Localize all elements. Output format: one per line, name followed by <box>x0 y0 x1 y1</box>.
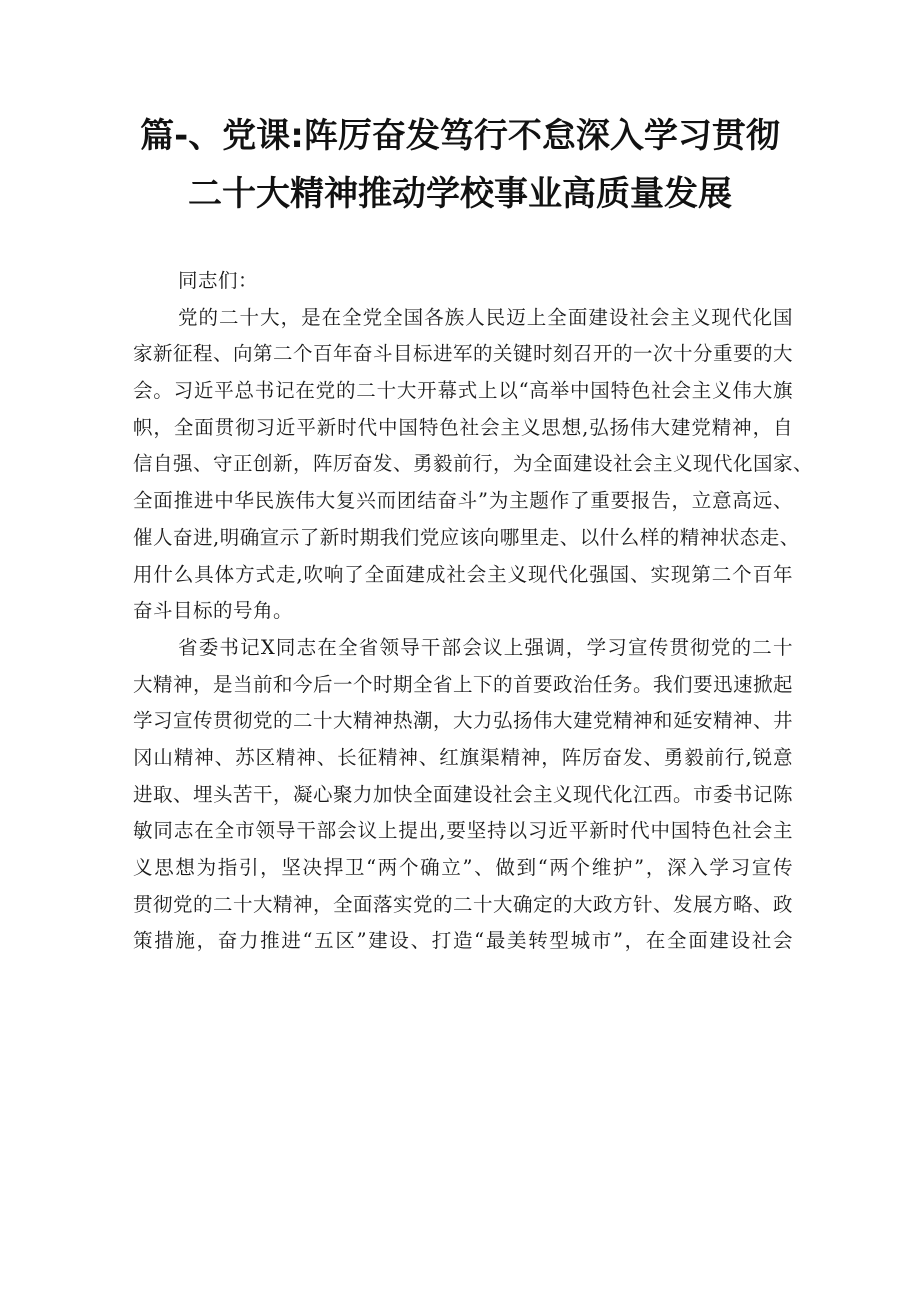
paragraph-2-line: 冈山精神、苏区精神、长征精神、红旗渠精神，阵厉奋发、勇毅前行,锐意 <box>133 745 793 769</box>
paragraph-1-line: 全面推进中华民族伟大复兴而团结奋斗”为主题作了重要报告，立意高远、 <box>133 489 793 513</box>
paragraph-1-line: 奋斗目标的号角。 <box>133 599 294 623</box>
paragraph-2-line: 进取、埋头苦干，凝心聚力加快全面建设社会主义现代化江西。市委书记陈 <box>133 782 794 806</box>
paragraph-2-line: 策措施，奋力推进“五区”建设、打造“最美转型城市”，在全面建设社会 <box>133 929 793 953</box>
paragraph-2-line: 大精神，是当前和今后一个时期全省上下的首要政治任务。我们要迅速掀起 <box>133 672 794 696</box>
greeting: 同志们： <box>178 269 259 292</box>
paragraph-1-line: 会。习近平总书记在党的二十大开幕式上以“高举中国特色社会主义伟大旗 <box>133 379 793 403</box>
document-title-line-1: 篇-、党课:阵厉奋发笃行不怠深入学习贯彻 <box>140 116 780 156</box>
paragraph-1-line: 用什么具体方式走,吹响了全面建成社会主义现代化强国、实现第二个百年 <box>133 562 793 586</box>
paragraph-1-line: 帜，全面贯彻习近平新时代中国特色社会主义思想,弘扬伟大建党精神，自 <box>133 415 793 439</box>
paragraph-2-line: 省委书记X同志在全省领导干部会议上强调，学习宣传贯彻党的二十 <box>178 635 793 659</box>
paragraph-1-line: 信自强、守正创新，阵厉奋发、勇毅前行，为全面建设社会主义现代化国家、 <box>133 452 814 476</box>
paragraph-2-line: 学习宣传贯彻党的二十大精神热潮，大力弘扬伟大建党精神和延安精神、井 <box>133 709 794 733</box>
paragraph-2-line: 敏同志在全市领导干部会议上提出,要坚持以习近平新时代中国特色社会主 <box>133 819 793 843</box>
paragraph-2-line: 贯彻党的二十大精神，全面落实党的二十大确定的大政方针、发展方略、政 <box>133 892 794 916</box>
paragraph-2-line: 义思想为指引，坚决捍卫“两个确立”、做到“两个维护”，深入学习宣传 <box>133 856 793 879</box>
document-title-line-2: 二十大精神推动学校事业高质量发展 <box>188 174 732 214</box>
document-body <box>133 263 814 960</box>
paragraph-1-line: 家新征程、向第二个百年奋斗目标进军的关键时刻召开的一次十分重要的大 <box>133 342 794 366</box>
paragraph-1-line: 党的二十大，是在全党全国各族人民迈上全面建设社会主义现代化国 <box>178 305 793 329</box>
paragraph-1-line: 催人奋进,明确宣示了新时期我们党应该向哪里走、以什么样的精神状态走、 <box>133 525 800 549</box>
